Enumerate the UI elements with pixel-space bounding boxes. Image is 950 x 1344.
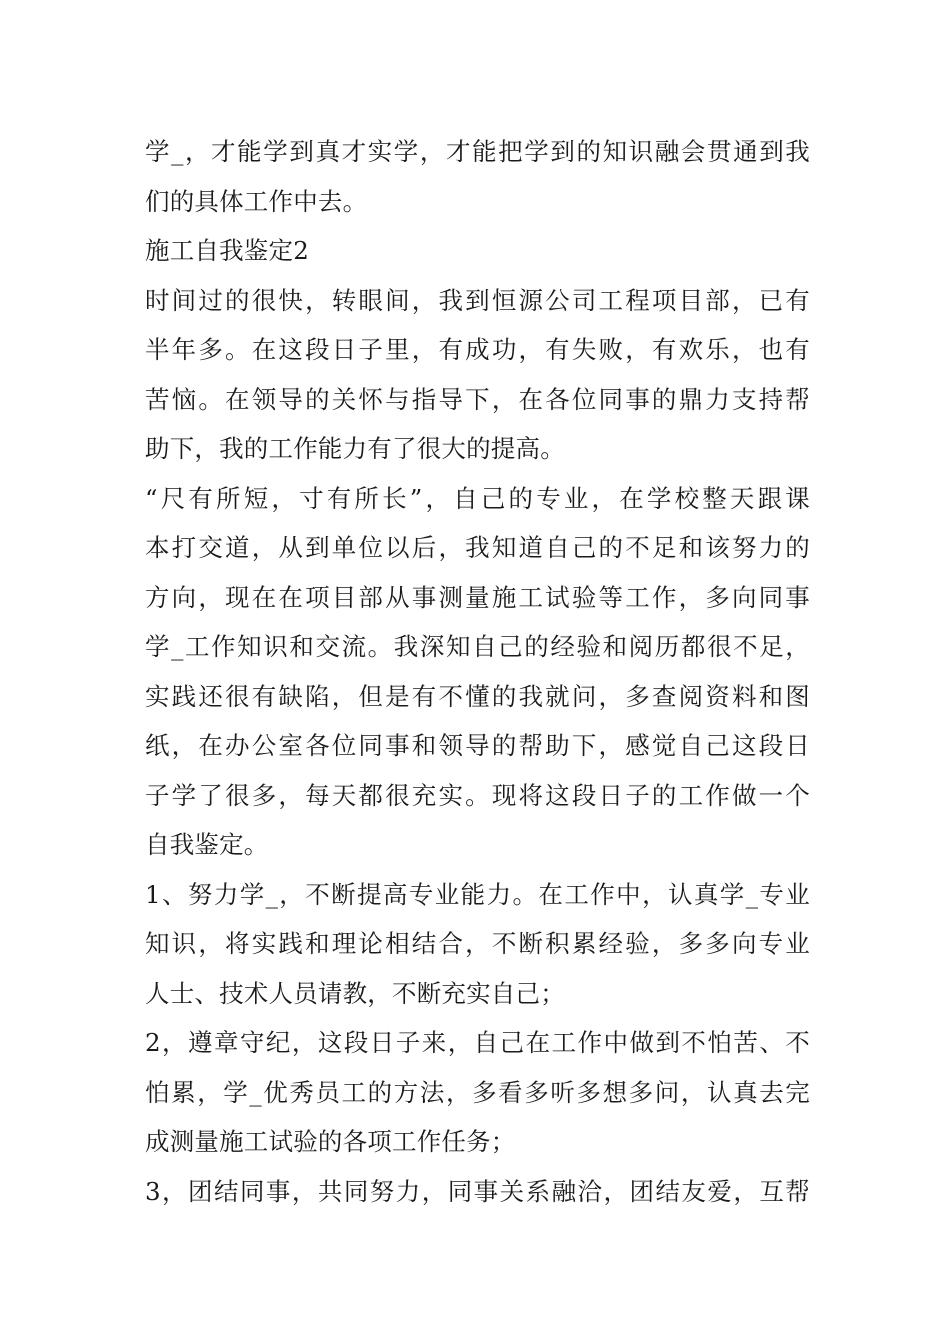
text-line: 学_工作知识和交流。我深知自己的经验和阅历都很不足， [145,632,810,661]
section-heading: 施工自我鉴定2 [145,236,309,265]
text-line: 成测量施工试验的各项工作任务； [145,1127,516,1156]
text-line: 子学了很多，每天都很充实。现将这段日子的工作做一个 [145,780,810,810]
text-line: 实践还很有缺陷，但是有不懂的我就问，多查阅资料和图 [145,681,810,711]
text-line: 们的具体工作中去。 [145,186,368,216]
text-line: 自我鉴定。 [145,830,269,859]
text-line: 本打交道，从到单位以后，我知道自己的不足和该努力的 [145,533,810,562]
list-item: 2，遵章守纪，这段日子来，自己在工作中做到不怕苦、不 [145,1028,810,1057]
text-line: 助下，我的工作能力有了很大的提高。 [145,434,565,463]
text-line: 苦恼。在领导的关怀与指导下，在各位同事的鼎力支持帮 [145,384,810,414]
text-line: 方向，现在在项目部从事测量施工试验等工作，多向同事 [145,582,810,612]
list-item: 3，团结同事，共同努力，同事关系融洽，团结友爱，互帮 [145,1176,810,1206]
text-line: 人士、技术人员请教，不断充实自己； [145,978,565,1008]
list-item: 1、努力学_，不断提高专业能力。在工作中，认真学_专业 [145,879,810,909]
text-line: 时间过的很快，转眼间，我到恒源公司工程项目部，已有 [145,285,810,315]
text-line: 学_，才能学到真才实学，才能把学到的知识融会贯通到我 [145,137,810,166]
text-line: 纸，在办公室各位同事和领导的帮助下，感觉自己这段日 [145,731,810,760]
text-line: 半年多。在这段日子里，有成功，有失败，有欢乐，也有 [145,335,810,364]
text-line: 知识，将实践和理论相结合，不断积累经验，多多向专业 [145,929,810,958]
text-line: “尺有所短，寸有所长”，自己的专业，在学校整天跟课 [145,483,810,513]
document-body [145,127,810,1216]
text-line: 怕累，学_优秀员工的方法，多看多听多想多问，认真去完 [145,1077,810,1107]
